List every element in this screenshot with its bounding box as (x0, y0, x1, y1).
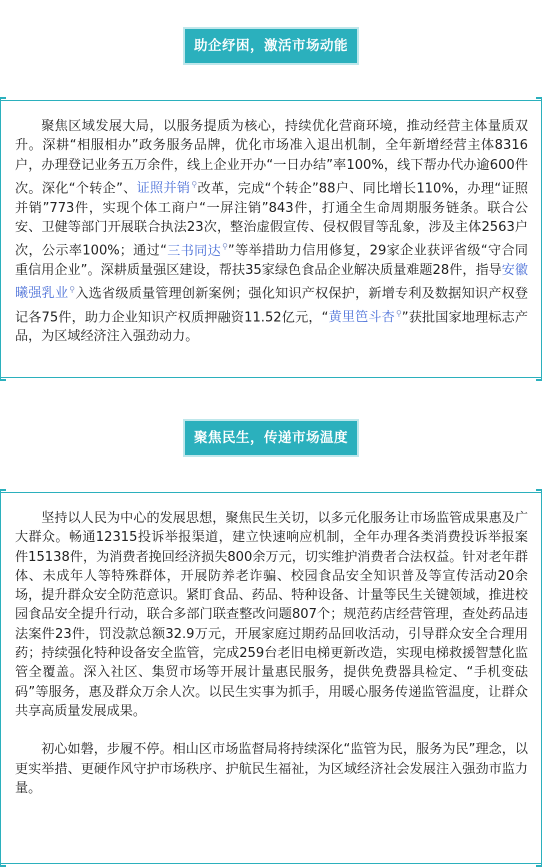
link-text: 证照并销 (136, 181, 191, 197)
section-2-banner: 聚焦民生，传递市场温度 (183, 419, 359, 457)
text-segment: 改革，完成“个转企”88户、同比增长110%，办理“证照并销”773件，实现个体工商户“一屏注销”843件，打通全生命周期服务链条。联合公安、卫健等部门开展联合执法23次，整治虚假宣传、侵权假冒等乱象，涉及主体2563户次，公示率100%；通过“ (15, 181, 528, 259)
text-segment: 入选省级质量管理创新案例；强化知识产权保护，新增专利及数据知识产权登记各75件，助力企业知识产权质押融资11.52亿元，“ (15, 286, 529, 326)
corner-decoration (0, 374, 6, 381)
section-1-paragraph (15, 117, 528, 347)
text-segment: 聚焦区域发展大局，以服务提质为核心，持续优化营商环境，推动经营主体量质双升。深耕“相服相办”政务服务品牌，优化市场准入退出机制，全年新增经营主体8316户，办理登记业务五万余件，线上企业开办“一日办结”率100%，线下帮办代办逾600件次。深化“个转企”、 (15, 119, 528, 197)
link-text: 安徽曦强乳业 (15, 262, 529, 302)
corner-decoration (536, 97, 542, 104)
text-segment: ”获批国家地理标志产品，为区域经济注入强劲动力。 (15, 310, 529, 345)
link-zhengzhao-bingxiao[interactable] (137, 181, 198, 196)
search-icon: ⚲ (222, 242, 228, 252)
corner-decoration (0, 860, 6, 867)
text-segment: ”等举措助力信用修复，29家企业获评省级“守合同重信用企业”。深耕质量强区建设，帮扶35家绿色食品企业解决质量难题28件，指导 (15, 243, 528, 278)
search-icon: ⚲ (191, 179, 198, 189)
link-sanshu-tongda[interactable] (167, 244, 228, 259)
corner-decoration (536, 860, 542, 867)
search-icon: ⚲ (395, 308, 402, 318)
link-text: 黄里笆斗杏 (328, 310, 395, 326)
section-1-card (0, 100, 542, 378)
corner-decoration (536, 374, 542, 381)
corner-decoration (0, 489, 6, 496)
card-border-left (0, 493, 1, 863)
link-huangli-badouxing[interactable] (328, 310, 401, 325)
section-1-banner: 助企纾困，激活市场动能 (183, 27, 359, 65)
corner-decoration (0, 97, 6, 104)
section-2-paragraph-2: 初心如磐，步履不停。相山区市场监督局将持续深化“监管为民，服务为民”理念，以更实举措、更硬作风守护市场秩序、护航民生福祉，为区域经济社会发展注入强劲市监力量。 (15, 742, 528, 796)
section-2-paragraph-1: 坚持以人民为中心的发展思想，聚焦民生关切，以多元化服务让市场监管成果惠及广大群众。畅通12315投诉举报渠道，建立快速响应机制，全年办理各类消费投诉举报案件15138件，为消费者挽回经济损失800余万元，切实维护消费者合法权益。针对老年群体、未成年人等特殊群体，开展防养老诈骗、校园食品安全知识普及等宣传活动20余场，提升群众安全防范意识。紧盯食品、药品、特种设备、计量等民生关键领域，推进校园食品安全提升行动，联合多部门联查整改问题807个；规范药店经营管理，查处药品违法案件23件，罚没款总额32.9万元，开展家庭过期药品回收活动，引导群众安全合理用药；持续强化特种设备安全监管，完成259台老旧电梯更新改造，实现电梯救援智慧化监管全覆盖。深入社区、集贸市场等开展计量惠民服务，提供免费器具检定、“手机变砝码”等服务，惠及群众万余人次。以民生实事为抓手，用暖心服务传递监管温度，让群众共享高质量发展成果。 (15, 511, 528, 719)
section-2-card (0, 492, 542, 864)
card-border-left (0, 101, 1, 377)
corner-decoration (536, 489, 542, 496)
link-text: 三书同达 (166, 243, 222, 259)
search-icon: ⚲ (69, 285, 76, 295)
